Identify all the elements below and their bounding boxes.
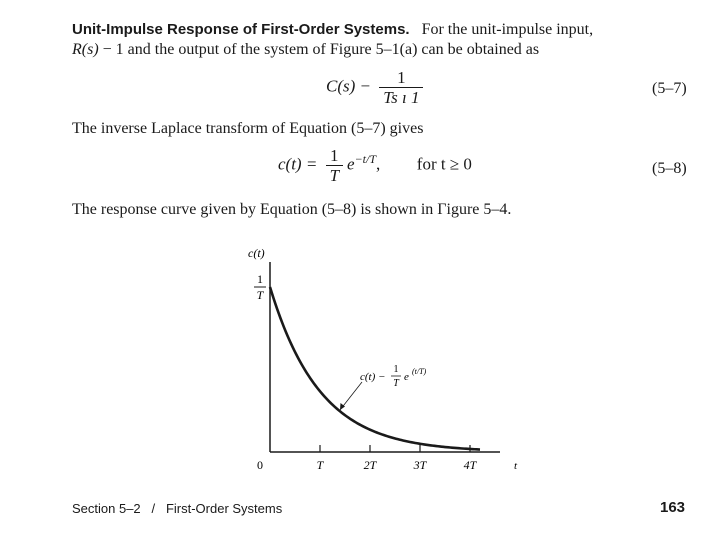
eq58-number: (5–8): [652, 160, 687, 177]
response-curve: [270, 287, 480, 450]
curve-label-exp: e: [404, 371, 409, 383]
y-tick-numerator: 1: [257, 272, 263, 286]
equation-5-8: [278, 146, 472, 185]
eq58-fraction: [326, 146, 343, 185]
intro-line-2: [72, 40, 539, 60]
response-text: The response curve given by Equation (5–8) is shown in Γigure 5–4.: [72, 201, 512, 218]
eq58-exp-power: −t/T: [354, 151, 377, 166]
curve-label-numerator: 1: [393, 364, 399, 375]
x-axis-label: t: [514, 460, 518, 472]
eq58-numerator: 1: [326, 146, 343, 166]
x-tick-label: T: [316, 458, 324, 472]
x-tick-label: 3T: [413, 458, 427, 472]
intro-R-s: R(s): [72, 41, 99, 58]
eq57-denominator: Ts ı 1: [383, 88, 420, 107]
eq57-fraction: [379, 68, 423, 107]
eq58-denominator: T: [329, 166, 340, 185]
x-tick-label: 4T: [463, 458, 477, 472]
eq58-comma: ,: [376, 154, 381, 174]
footer-section: Section 5–2 / First-Order Systems: [72, 501, 283, 516]
eq57-lhs: C(s) −: [326, 76, 371, 96]
y-tick-denominator: T: [256, 288, 264, 302]
page-number: 163: [660, 499, 686, 516]
curve-label-power: (t/T): [412, 367, 427, 376]
x-ticks: [257, 445, 478, 472]
eq58-exp-base: e: [347, 154, 355, 174]
curve-label-denominator: T: [393, 378, 399, 389]
inverse-text: The inverse Laplace transform of Equation (5–7) gives: [72, 120, 424, 137]
intro-line-1-text: For the unit-impulse input,: [421, 21, 594, 38]
x-tick-label: 2T: [363, 458, 377, 472]
intro-line-2-text: − 1 and the output of the system of Figure 5–1(a) can be obtained as: [98, 41, 540, 58]
y-axis-label: c(t): [248, 246, 265, 260]
impulse-response-figure: [230, 240, 530, 480]
intro-line-1: [72, 20, 593, 40]
eq57-number: (5–7): [652, 80, 687, 97]
x-tick-label: 0: [257, 458, 263, 472]
section-heading: Unit-Impulse Response of First-Order Systems.: [72, 21, 410, 38]
equation-5-7: [326, 68, 427, 107]
eq58-condition: for t ≥ 0: [416, 154, 472, 174]
eq57-numerator: 1: [379, 68, 423, 88]
curve-label-lhs: c(t) −: [360, 371, 386, 383]
eq58-lhs: c(t) =: [278, 154, 318, 174]
